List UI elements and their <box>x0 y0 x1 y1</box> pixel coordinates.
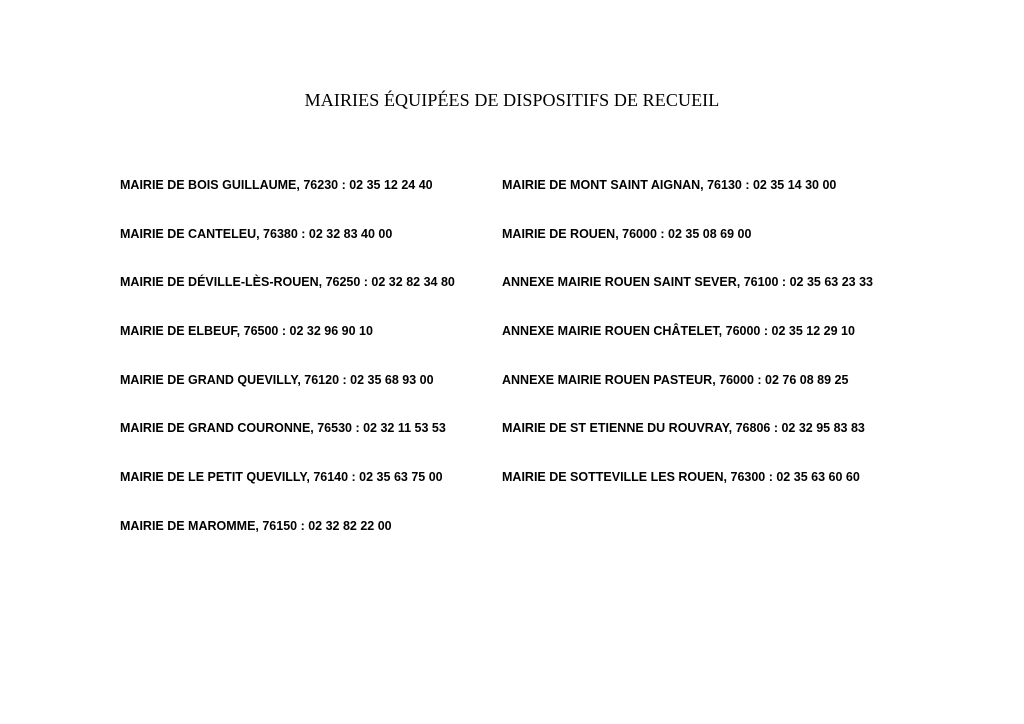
mairie-entry: MAIRIE DE DÉVILLE-LÈS-ROUEN, 76250 : 02 32 82 34 80 <box>120 275 455 290</box>
annexe-entry: ANNEXE MAIRIE ROUEN PASTEUR, 76000 : 02 76 08 89 25 <box>502 372 849 387</box>
annexe-entry: ANNEXE MAIRIE ROUEN CHÂTELET, 76000 : 02 35 12 29 10 <box>502 324 855 339</box>
mairie-entry: MAIRIE DE GRAND COURONNE, 76530 : 02 32 11 53 53 <box>120 421 446 436</box>
mairie-entry: MAIRIE DE MONT SAINT AIGNAN, 76130 : 02 35 14 30 00 <box>502 178 837 192</box>
document-title: MAIRIES ÉQUIPÉES DE DISPOSITIFS DE RECUEIL <box>304 90 720 110</box>
mairie-entry: MAIRIE DE SOTTEVILLE LES ROUEN, 76300 : 02 35 63 60 60 <box>502 470 860 485</box>
left-column <box>120 177 455 567</box>
mairie-entry: MAIRIE DE GRAND QUEVILLY, 76120 : 02 35 68 93 00 <box>120 372 434 387</box>
mairie-entry: MAIRIE DE BOIS GUILLAUME, 76230 : 02 35 12 24 40 <box>120 178 433 192</box>
mairie-entry: MAIRIE DE ROUEN, 76000 : 02 35 08 69 00 <box>502 226 752 241</box>
annexe-entry: ANNEXE MAIRIE ROUEN SAINT SEVER, 76100 : 02 35 63 23 33 <box>502 275 873 290</box>
mairie-entry: MAIRIE DE ELBEUF, 76500 : 02 32 96 90 10 <box>120 324 373 339</box>
mairie-entry: MAIRIE DE ST ETIENNE DU ROUVRAY, 76806 : 02 32 95 83 83 <box>502 421 865 436</box>
mairie-entry: MAIRIE DE LE PETIT QUEVILLY, 76140 : 02 35 63 75 00 <box>120 470 443 485</box>
right-column <box>502 177 873 518</box>
mairie-entry: MAIRIE DE CANTELEU, 76380 : 02 32 83 40 00 <box>120 226 393 241</box>
mairie-entry: MAIRIE DE MAROMME, 76150 : 02 32 82 22 00 <box>120 518 392 533</box>
